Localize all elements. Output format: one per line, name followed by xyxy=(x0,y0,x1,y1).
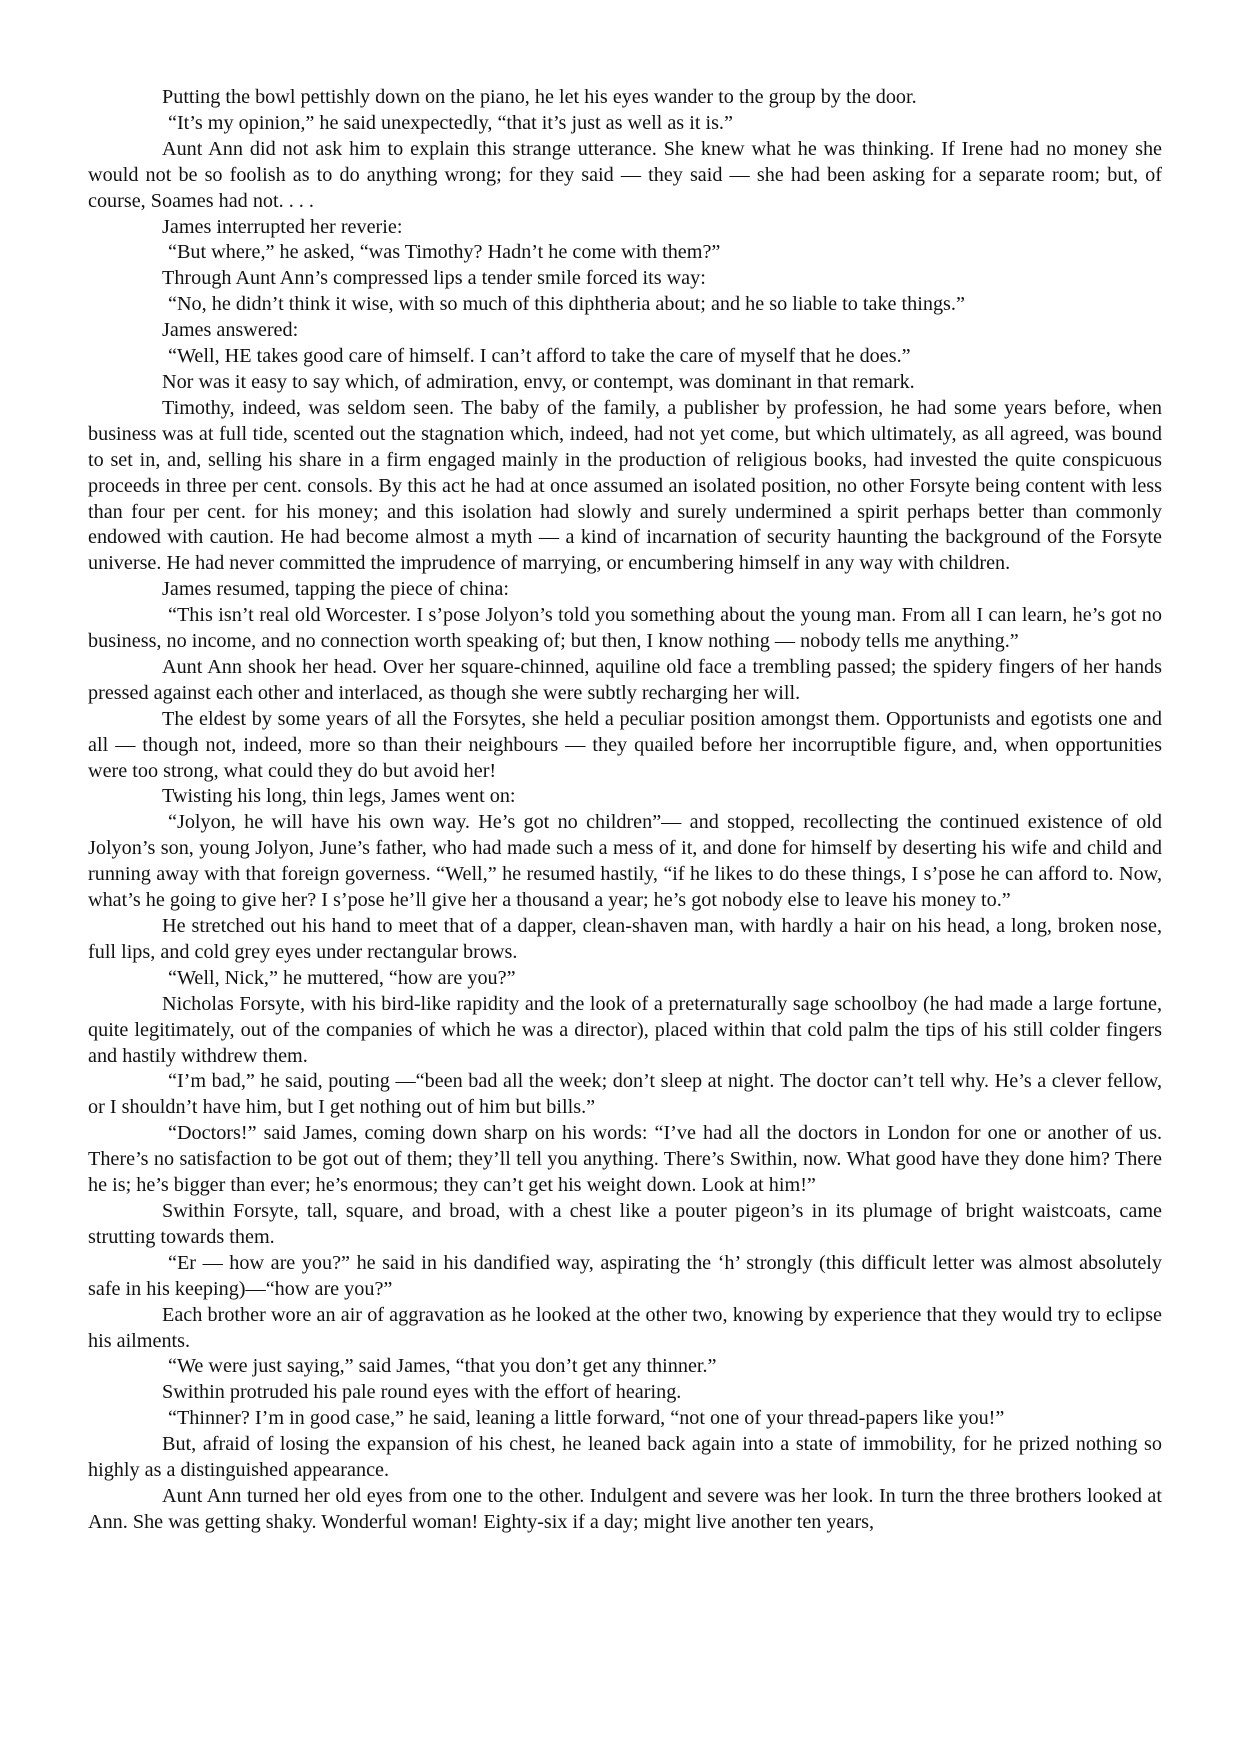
paragraph: Swithin Forsyte, tall, square, and broad, with a chest like a pouter pigeon’s in its plumage of bright waistcoats, came strutting towards them. xyxy=(88,1199,1162,1248)
paragraph: Swithin protruded his pale round eyes with the effort of hearing. xyxy=(162,1381,682,1404)
paragraph: Nor was it easy to say which, of admiration, envy, or contempt, was dominant in that remark. xyxy=(162,370,915,393)
paragraph: “Jolyon, he will have his own way. He’s got no children”— and stopped, recollecting the continued existence of old Jolyon’s son, young Jolyon, June’s father, who had made such a mess of it, and done for himself by deserting his wife and child and running away with that foreign governess. “Well,” he resumed hastily, “if he likes to do these things, I s’pose he can afford to. Now, what’s he going to give her? I s’pose he’ll give her a thousand a year; he’s got nobody else to leave his money to.” xyxy=(88,811,1162,912)
paragraph: James interrupted her reverie: xyxy=(162,215,403,238)
paragraph: “Thinner? I’m in good case,” he said, leaning a little forward, “not one of your thread-papers like you!” xyxy=(168,1407,1005,1430)
paragraph: “No, he didn’t think it wise, with so much of this diphtheria about; and he so liable to take things.” xyxy=(168,293,965,316)
paragraph: “It’s my opinion,” he said unexpectedly, “that it’s just as well as it is.” xyxy=(168,111,733,134)
paragraph: Aunt Ann shook her head. Over her square-chinned, aquiline old face a trembling passed; the spidery fingers of her hands pressed against each other and interlaced, as though she were subtly recharging her will. xyxy=(88,655,1162,704)
paragraph: Timothy, indeed, was seldom seen. The baby of the family, a publisher by profession, he had some years before, when business was at full tide, scented out the stagnation which, indeed, had not yet come, but which ultimately, as all agreed, was bound to set in, and, selling his share in a firm engaged mainly in the production of religious books, had invested the quite conspicuous proceeds in three per cent. consols. By this act he had at once assumed an isolated position, no other Forsyte being content with less than four per cent. for his money; and this isolation had slowly and surely undermined a spirit perhaps better than commonly endowed with caution. He had become almost a myth — a kind of incarnation of security haunting the background of the Forsyte universe. He had never committed the imprudence of marrying, or encumbering himself in any way with children. xyxy=(88,396,1162,575)
paragraph: “Well, Nick,” he muttered, “how are you?” xyxy=(168,966,516,989)
paragraph: He stretched out his hand to meet that of a dapper, clean-shaven man, with hardly a hair on his head, a long, broken nose, full lips, and cold grey eyes under rectangular brows. xyxy=(88,915,1162,963)
paragraph: Twisting his long, thin legs, James went on: xyxy=(162,785,516,808)
paragraph: Through Aunt Ann’s compressed lips a tender smile forced its way: xyxy=(162,267,706,290)
paragraph: But, afraid of losing the expansion of his chest, he leaned back again into a state of immobility, for he prized nothing so highly as a distinguished appearance. xyxy=(88,1433,1162,1482)
paragraph: Nicholas Forsyte, with his bird-like rapidity and the look of a preternaturally sage schoolboy (he had made a large fortune, quite legitimately, out of the companies of which he was a director), placed within that cold palm the tips of his still colder fingers and hastily withdrew them. xyxy=(88,992,1162,1067)
paragraph: Putting the bowl pettishly down on the piano, he let his eyes wander to the group by the door. xyxy=(162,86,917,108)
paragraph: Each brother wore an air of aggravation as he looked at the other two, knowing by experience that they would try to eclipse his ailments. xyxy=(88,1303,1162,1352)
paragraph: “Doctors!” said James, coming down sharp on his words: “I’ve had all the doctors in London for one or another of us. There’s no satisfaction to be got out of them; they’ll tell you anything. There’s Swithin, now. What good have they done him? There he is; he’s bigger than ever; he’s enormous; they can’t get his weight down. Look at him!” xyxy=(88,1122,1162,1197)
paragraph: James answered: xyxy=(162,319,299,342)
paragraph: Aunt Ann turned her old eyes from one to the other. Indulgent and severe was her look. In turn the three brothers looked at Ann. She was getting shaky. Wonderful woman! Eighty-six if a day; might live another ten years, xyxy=(88,1484,1162,1533)
paragraph: “This isn’t real old Worcester. I s’pose Jolyon’s told you something about the young man. From all I can learn, he’s got no business, no income, and no connection worth speaking of; but then, I know nothing — nobody tells me anything.” xyxy=(88,604,1162,653)
paragraph: The eldest by some years of all the Forsytes, she held a peculiar position amongst them. Opportunists and egotists one and all — though not, indeed, more so than their neighbours — they quailed before her incorruptible figure, and, when opportunities were too strong, what could they do but avoid her! xyxy=(88,707,1162,782)
paragraph: Aunt Ann did not ask him to explain this strange utterance. She knew what he was thinking. If Irene had no money she would not be so foolish as to do anything wrong; for they said — they said — she had been asking for a separate room; but, of course, Soames had not. . . . xyxy=(88,137,1162,212)
paragraph: “I’m bad,” he said, pouting —“been bad all the week; don’t sleep at night. The doctor can’t tell why. He’s a clever fellow, or I shouldn’t have him, but I get nothing out of him but bills.” xyxy=(88,1070,1162,1119)
paragraph: “We were just saying,” said James, “that you don’t get any thinner.” xyxy=(168,1355,717,1378)
paragraph: James resumed, tapping the piece of china: xyxy=(162,578,509,601)
document-page xyxy=(88,85,1162,1536)
paragraph: “Er — how are you?” he said in his dandified way, aspirating the ‘h’ strongly (this difficult letter was almost absolutely safe in his keeping)—“how are you?” xyxy=(88,1251,1162,1300)
paragraph: “But where,” he asked, “was Timothy? Hadn’t he come with them?” xyxy=(168,241,721,264)
paragraph: “Well, HE takes good care of himself. I can’t afford to take the care of myself that he does.” xyxy=(168,345,911,368)
